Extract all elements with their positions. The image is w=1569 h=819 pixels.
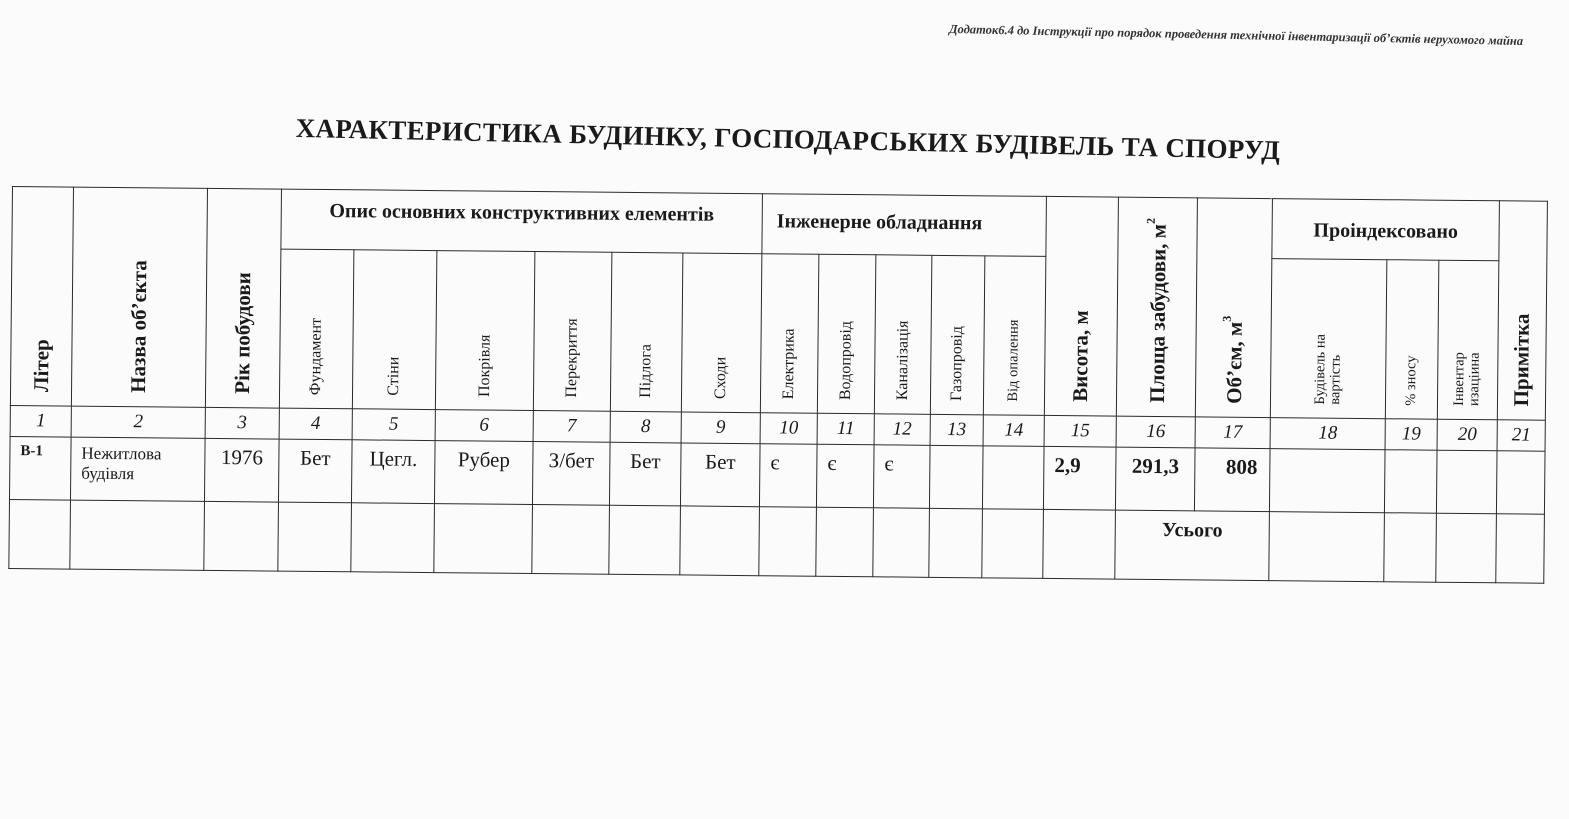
cell-electric: є [759,444,817,508]
column-number: 6 [435,410,533,442]
col-note-header: Примітка [1497,201,1547,420]
column-number: 14 [983,415,1044,447]
cell-water: є [816,444,874,508]
column-number: 9 [681,412,760,444]
total-cell [816,507,874,577]
total-cell [1043,509,1116,579]
total-label: Усього [1115,510,1270,580]
cell-foundation: Бет [278,439,352,503]
col-foundation-header: Фундамент [279,249,354,409]
column-number: 4 [279,408,352,440]
total-cell [351,503,435,573]
column-number: 18 [1270,418,1385,450]
col-cost-header: Будівель на вартість [1270,259,1387,419]
cell-floor: Бет [609,442,681,506]
col-floor-header: Підлога [610,252,683,412]
cell-cost [1269,449,1385,513]
total-cell [434,504,533,574]
column-number: 5 [352,409,435,441]
column-number: 8 [610,411,681,443]
cell-ceilings: З/бет [532,442,610,506]
cell-note [1497,451,1546,514]
total-row [9,499,1545,583]
col-electric-header: Електрика [760,254,819,414]
column-number: 19 [1385,419,1437,450]
group-indexed-header: Проіндексовано [1272,199,1500,261]
group-construction-header: Опис основних конструктивних елементів [281,189,763,254]
total-cell [1436,513,1497,583]
column-number: 10 [760,413,817,445]
cell-heating [982,446,1044,510]
cell-area: 291,3 [1116,447,1196,511]
column-number: 13 [930,414,983,446]
col-volume-header: Об’єм, $м^3$ [1195,198,1272,418]
appendix-note: Додаток6.4 до Інструкції про порядок проведення технічної інвентаризації об’єктів нерухомого майна [948,21,1524,49]
col-inventory-header: Інвентар изаціина [1437,260,1499,420]
column-number: 11 [817,413,874,445]
col-sewage-header: Каналізація [874,255,932,415]
total-cell [873,508,930,578]
total-cell [9,499,71,569]
cell-volume: 808 [1194,448,1270,512]
col-water-header: Водопровід [817,254,876,414]
column-number: 17 [1195,417,1270,449]
col-gas-header: Газопровід [930,255,985,415]
cell-sewage: є [873,445,930,509]
total-cell [929,508,983,578]
total-cell [680,506,760,576]
total-cell [278,502,352,572]
cell-inventory [1436,450,1497,514]
cell-year: 1976 [204,438,279,502]
header-group-row [12,187,1548,262]
col-name-header: Назва об’єкта [71,187,207,407]
col-area-header: Площа забудови, $м^2$ [1116,197,1197,417]
total-cell [1384,513,1437,582]
column-number: 16 [1116,416,1195,448]
col-roof-header: Покрівля [435,251,535,411]
characteristics-table-wrapper [8,186,1546,584]
total-cell [1269,512,1385,582]
total-cell [204,501,279,571]
col-walls-header: Стіни [352,250,437,410]
cell-name: Нежитлова будівля [70,437,205,501]
col-wear-header: % зносу [1385,260,1439,419]
total-cell [532,505,610,575]
cell-stairs: Бет [680,443,760,507]
col-ceilings-header: Перекриття [533,252,612,412]
col-year-header: Рік побудови [205,188,281,408]
total-cell [1496,514,1545,583]
total-cell [70,500,205,570]
column-number: 1 [10,405,71,437]
cell-liter: В-1 [9,436,71,500]
col-height-header: Висота, м [1044,196,1118,416]
cell-wear [1384,450,1437,513]
col-heating-header: Від опалення [983,256,1046,416]
col-stairs-header: Сходи [681,253,762,413]
characteristics-table [8,186,1548,584]
cell-roof: Рубер [434,441,533,505]
group-engineering-header: Інженерне обладнання [762,194,1047,257]
column-number: 3 [205,407,279,439]
total-cell [982,509,1044,579]
column-number: 21 [1497,420,1545,451]
column-number: 15 [1044,415,1116,447]
col-liter-header: Літер [10,187,73,407]
document-title: ХАРАКТЕРИСТИКА БУДИНКУ, ГОСПОДАРСЬКИХ БУДІВЕЛЬ ТА СПОРУД [295,112,1281,166]
column-number: 12 [874,414,930,446]
cell-gas [929,445,983,509]
cell-height: 2,9 [1044,446,1117,510]
column-number: 7 [533,411,610,443]
column-number: 20 [1437,419,1497,451]
column-number: 2 [71,406,205,438]
total-cell [759,507,817,577]
cell-walls: Цегл. [351,440,435,504]
total-cell [609,505,681,575]
